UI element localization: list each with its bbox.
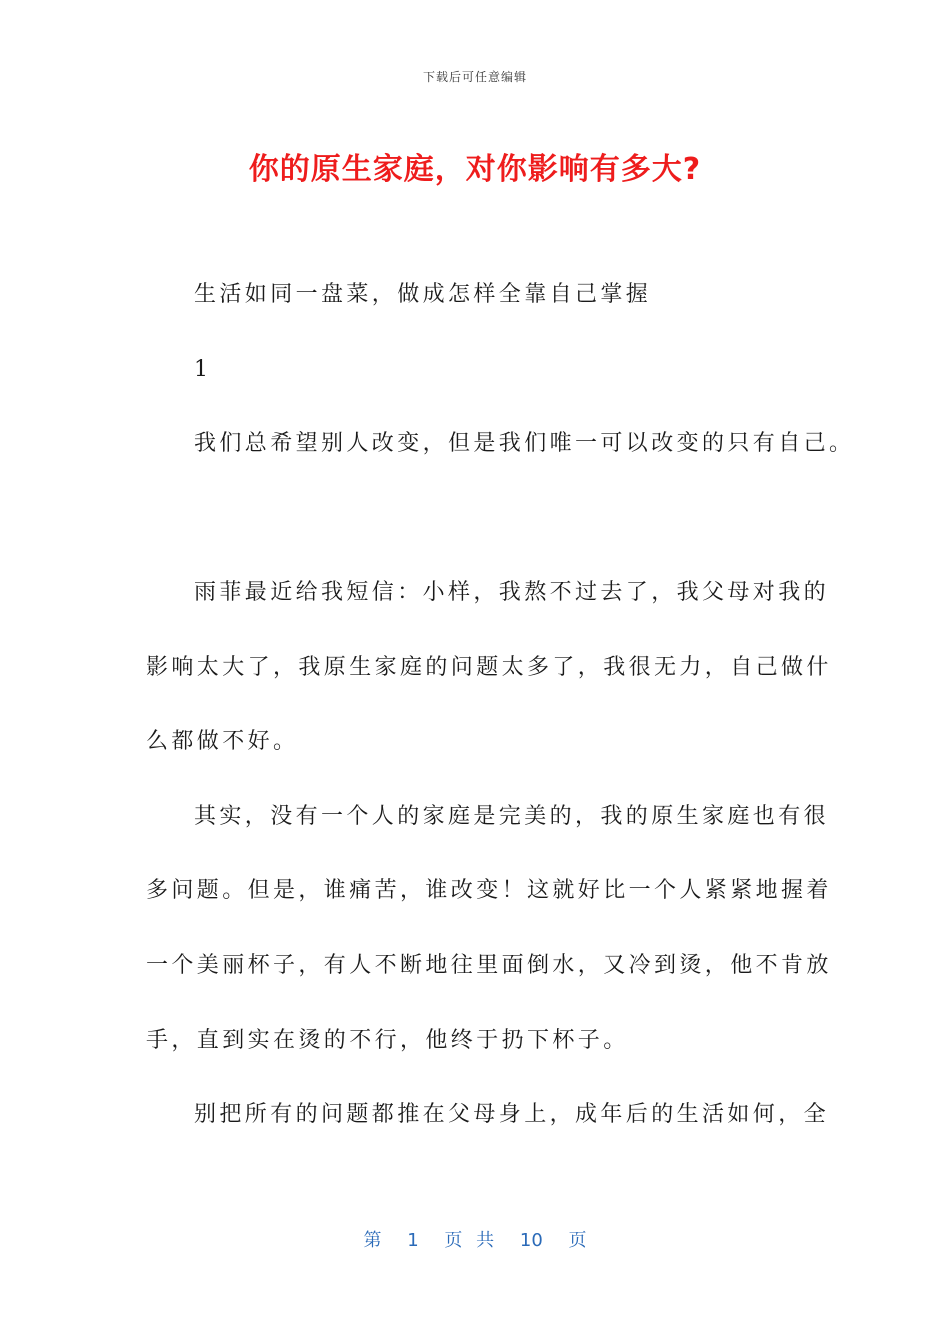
paragraph-line: 多问题。但是，谁痛苦，谁改变！这就好比一个人紧紧地握着 [146,878,832,903]
paragraph-line: 1 [194,357,212,382]
paragraph-line: 影响太大了，我原生家庭的问题太多了，我很无力，自己做什 [146,655,832,680]
paragraph-line: 其实，没有一个人的家庭是完美的，我的原生家庭也有很 [194,804,830,829]
paragraph-line: 手，直到实在烫的不行，他终于扔下杯子。 [146,1028,629,1053]
paragraph-line: 么都做不好。 [146,729,299,754]
document-title: 你的原生家庭，对你影响有多大? [248,152,702,187]
footer-prefix: 第 [363,1230,382,1251]
paragraph-line: 一个美丽杯子，有人不断地往里面倒水，又冷到烫，他不肯放 [146,953,832,978]
paragraph-line: 别把所有的问题都推在父母身上，成年后的生活如何，全 [194,1102,830,1127]
page-total: 10 [519,1230,543,1251]
header-note: 下载后可任意编辑 [422,70,527,84]
page-footer [0,1226,950,1252]
paragraph-line: 生活如同一盘菜，做成怎样全靠自己掌握 [194,282,652,307]
footer-middle: 页 共 [444,1230,495,1251]
paragraph-line: 我们总希望别人改变，但是我们唯一可以改变的只有自己。 [194,431,855,456]
paragraph-line: 雨菲最近给我短信：小样，我熬不过去了，我父母对我的 [194,580,830,605]
page-number: 1 [407,1230,419,1251]
footer-suffix: 页 [568,1230,587,1251]
